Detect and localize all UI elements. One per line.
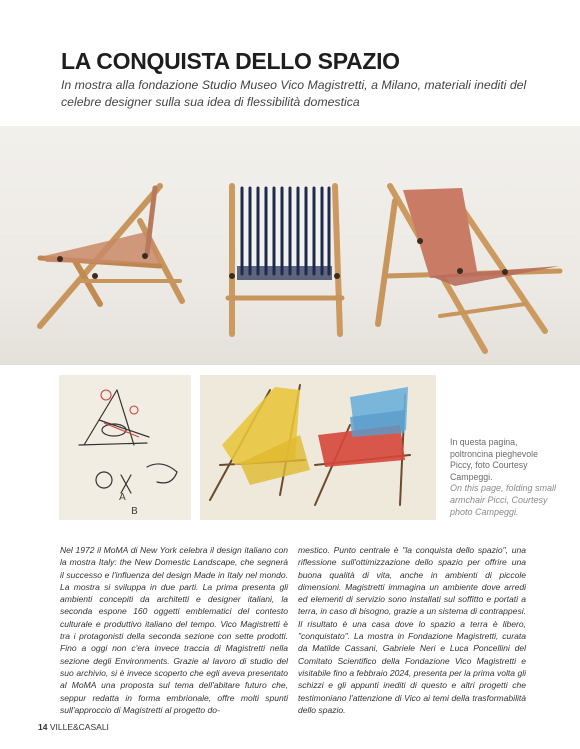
page-number: 14: [38, 722, 48, 732]
magazine-name: VILLE&CASALI: [49, 722, 109, 732]
body-column-1: Nel 1972 il MoMA di New York celebra il design italiano con la mostra Italy: the New Domestic Landscape, che segnerà il successo e l'influenza del design Made in Italy nel mondo. La mostra si sviluppa in due parti. La prima presenta gli ambienti concepiti da architetti e designer italiani, la seconda espone 160 oggetti emblematici del contesto culturale e produttivo italiano del tempo. Vico Magistretti è tra i protagonisti della seconda sezione con sette prodotti. Fino a oggi non c'era invece traccia di Magistretti nella sezione degli Environments. Grazie al lavoro di studio del suo archivio, si è invece scoperto che egli aveva presentato al MoMA una proposta sul tema dell'abitare futuro che, seppur redatta in forma embrionale, offre molti spunti sull'approccio di Magistretti al progetto do-: [60, 545, 288, 715]
sketch-drawing-left: [59, 375, 191, 520]
page-footer: [38, 722, 109, 732]
article-subtitle: In mostra alla fondazione Studio Museo Vico Magistretti, a Milano, materiali inediti del celebre designer sulla sua idea di flessibilità domestica: [61, 78, 527, 109]
photo-caption: [450, 437, 560, 518]
svg-text:B: B: [131, 506, 138, 517]
chair-left: [40, 186, 182, 326]
chair-middle: [228, 186, 342, 334]
hero-photo-folding-chairs: [0, 126, 580, 365]
sketch-drawing-colored-chairs: [200, 375, 436, 520]
body-column-2: mestico. Punto centrale è "la conquista dello spazio", una riflessione sull'ottimizzazione dello spazio per offrire una buona qualità di vita, anche in ambienti di piccole dimensioni. Magistretti immagina un ambiente dove arredi ed elementi di servizio sono installati sul soffitto e portati a terra, in caso di bisogno, grazie a un sistema di contrappesi. Il risultato è una casa dove lo spazio a terra è libero, "conquistato". La mostra in Fondazione Magistretti, curata da Matilde Cassani, Gabriele Neri e Luca Poncellini del Comitato Scientifico della Fondazione Vico Magistretti e visitabile fino a febbraio 2024, presenta per la prima volta gli schizzi e gli appunti inediti di questo e altri progetti che testimoniano l'attenzione di Vico ai temi della trasformabilità dello spazio.: [298, 545, 526, 715]
caption-italian: In questa pagina, poltroncina pieghevole Piccy, foto Courtesy Campeggi.: [450, 437, 539, 482]
svg-text:A: A: [119, 492, 126, 503]
article-title: LA CONQUISTA DELLO SPAZIO: [61, 48, 400, 74]
chair-right: [378, 186, 560, 351]
caption-english: On this page, folding small armchair Picci, Courtesy photo Campeggi.: [450, 483, 557, 517]
